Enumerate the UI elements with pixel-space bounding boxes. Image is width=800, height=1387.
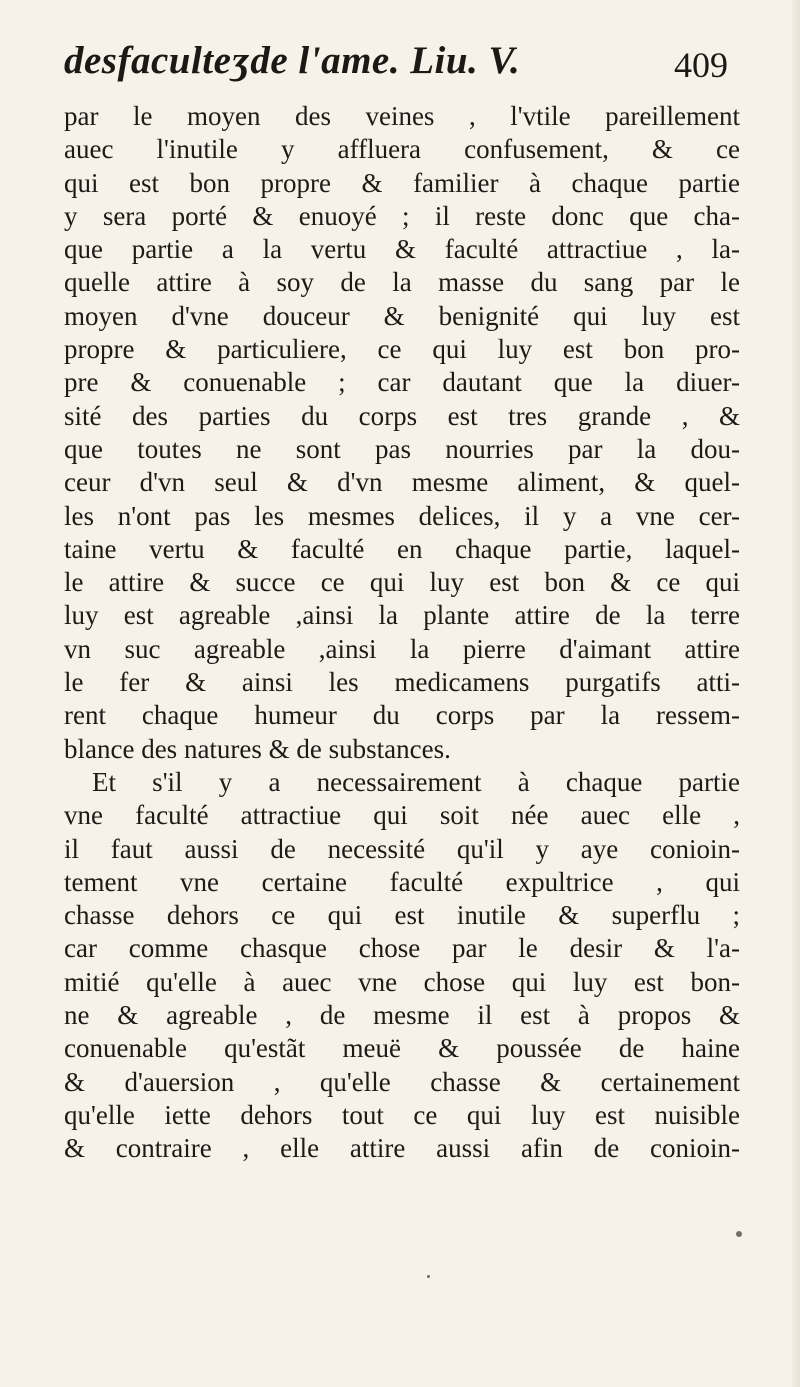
text-line: qui est bon propre & familier à chaque partie bbox=[64, 167, 740, 198]
text-line: y sera porté & enuoyé ; il reste donc que cha- bbox=[64, 200, 740, 231]
text-line: quelle attire à soy de la masse du sang par le bbox=[64, 267, 740, 298]
text-line: sité des parties du corps est tres grande , & bbox=[64, 400, 740, 431]
ink-spot bbox=[736, 1231, 742, 1237]
text-line: le fer & ainsi les medicamens purgatifs atti- bbox=[64, 667, 740, 698]
text-line: conuenable qu'estãt meuë & poussée de haine bbox=[64, 1033, 740, 1064]
text-line: ne & agreable , de mesme il est à propos & bbox=[64, 1000, 740, 1031]
text-line: que toutes ne sont pas nourries par la dou- bbox=[64, 433, 740, 464]
running-head: desfaculteʒde l'ame. Liu. V. bbox=[64, 39, 521, 82]
page-header bbox=[64, 38, 732, 94]
text-line: que partie a la vertu & faculté attractiue , la- bbox=[64, 234, 740, 265]
text-line: tement vne certaine faculté expultrice , qui bbox=[64, 866, 740, 897]
text-line: & contraire , elle attire aussi afin de conioin- bbox=[64, 1133, 740, 1164]
body-text bbox=[64, 100, 740, 1166]
text-line: & d'auersion , qu'elle chasse & certainement bbox=[64, 1066, 740, 1097]
text-line: qu'elle iette dehors tout ce qui luy est nuisible bbox=[64, 1099, 740, 1130]
text-line: il faut aussi de necessité qu'il y aye conioin- bbox=[64, 833, 740, 864]
text-line: luy est agreable ,ainsi la plante attire de la terre bbox=[64, 600, 740, 631]
text-line: blance des natures & de substances. bbox=[64, 733, 451, 764]
text-line: les n'ont pas les mesmes delices, il y a vne cer- bbox=[64, 500, 740, 531]
text-line: le attire & succe ce qui luy est bon & ce qui bbox=[64, 567, 740, 598]
text-line: moyen d'vne douceur & benignité qui luy est bbox=[64, 300, 740, 331]
text-line: propre & particuliere, ce qui luy est bon pro- bbox=[64, 334, 740, 365]
text-line: pre & conuenable ; car dautant que la diuer- bbox=[64, 367, 740, 398]
text-line: rent chaque humeur du corps par la ressem- bbox=[64, 700, 740, 731]
text-line: vn suc agreable ,ainsi la pierre d'aimant attire bbox=[64, 633, 740, 664]
text-line: car comme chasque chose par le desir & l'a- bbox=[64, 933, 740, 964]
text-line: vne faculté attractiue qui soit née auec elle , bbox=[64, 800, 740, 831]
page-edge-shadow bbox=[790, 0, 800, 1387]
page-number: 409 bbox=[674, 45, 728, 85]
text-line: chasse dehors ce qui est inutile & superflu ; bbox=[64, 900, 740, 931]
text-line: ceur d'vn seul & d'vn mesme aliment, & quel- bbox=[64, 467, 740, 498]
text-line: par le moyen des veines , l'vtile pareillement bbox=[64, 101, 740, 131]
text-line: taine vertu & faculté en chaque partie, laquel- bbox=[64, 533, 740, 564]
text-line: Et s'il y a necessairement à chaque partie bbox=[92, 766, 740, 797]
ink-spot bbox=[427, 1275, 430, 1278]
text-line: auec l'inutile y affluera confusement, & ce bbox=[64, 134, 740, 165]
text-line: mitié qu'elle à auec vne chose qui luy est bon- bbox=[64, 966, 740, 997]
